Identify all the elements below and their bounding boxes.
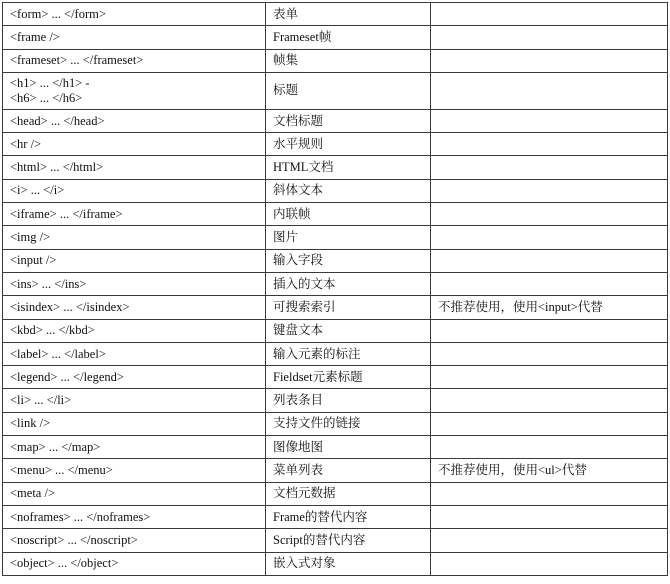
description-cell: 嵌入式对象 bbox=[266, 552, 431, 575]
note-cell bbox=[431, 109, 668, 132]
table-row bbox=[3, 272, 668, 295]
tag-syntax: <frameset> ... </frameset> bbox=[10, 53, 144, 68]
note-cell bbox=[431, 319, 668, 342]
table-row bbox=[3, 459, 668, 482]
table-row bbox=[3, 49, 668, 72]
tag-cell bbox=[3, 412, 266, 435]
description-cell: 内联帧 bbox=[266, 203, 431, 226]
tag-cell bbox=[3, 272, 266, 295]
tag-syntax: <h6> ... </h6> bbox=[10, 90, 83, 105]
description-cell: 标题 bbox=[266, 72, 431, 109]
tag-syntax: <form> ... </form> bbox=[10, 6, 106, 21]
description-cell: Frame的替代内容 bbox=[266, 505, 431, 528]
tag-syntax: <ins> ... </ins> bbox=[10, 276, 87, 291]
table-row bbox=[3, 109, 668, 132]
note-cell bbox=[431, 482, 668, 505]
tag-cell bbox=[3, 156, 266, 179]
tag-syntax: <object> ... </object> bbox=[10, 556, 119, 571]
note-cell bbox=[431, 226, 668, 249]
table-row bbox=[3, 3, 668, 26]
description-cell: 输入元素的标注 bbox=[266, 342, 431, 365]
tag-cell bbox=[3, 342, 266, 365]
tag-cell bbox=[3, 552, 266, 575]
tag-cell bbox=[3, 203, 266, 226]
note-cell bbox=[431, 72, 668, 109]
note-cell bbox=[431, 552, 668, 575]
tag-cell bbox=[3, 459, 266, 482]
table-row bbox=[3, 133, 668, 156]
tag-syntax: <frame /> bbox=[10, 29, 60, 44]
tag-cell bbox=[3, 249, 266, 272]
table-row bbox=[3, 366, 668, 389]
table-row bbox=[3, 179, 668, 202]
tag-cell bbox=[3, 529, 266, 552]
description-cell: 文档元数据 bbox=[266, 482, 431, 505]
table-row bbox=[3, 552, 668, 575]
table-row bbox=[3, 249, 668, 272]
tag-syntax: <iframe> ... </iframe> bbox=[10, 206, 123, 221]
table-row bbox=[3, 203, 668, 226]
description-cell: 图片 bbox=[266, 226, 431, 249]
note-cell bbox=[431, 26, 668, 49]
tag-syntax: <input /> bbox=[10, 253, 57, 268]
table-row bbox=[3, 26, 668, 49]
note-cell bbox=[431, 342, 668, 365]
tag-cell bbox=[3, 389, 266, 412]
note-cell bbox=[431, 3, 668, 26]
tag-syntax: <label> ... </label> bbox=[10, 346, 106, 361]
table-row bbox=[3, 412, 668, 435]
note-cell bbox=[431, 436, 668, 459]
table-body bbox=[3, 3, 668, 576]
note-cell bbox=[431, 179, 668, 202]
note-cell bbox=[431, 366, 668, 389]
tag-syntax: <h1> ... </h1> - bbox=[10, 75, 90, 90]
note-cell bbox=[431, 249, 668, 272]
tag-syntax: <li> ... </li> bbox=[10, 393, 72, 408]
tag-cell bbox=[3, 72, 266, 109]
tag-cell bbox=[3, 26, 266, 49]
tag-cell bbox=[3, 366, 266, 389]
table-row bbox=[3, 319, 668, 342]
description-cell: 输入字段 bbox=[266, 249, 431, 272]
note-cell bbox=[431, 389, 668, 412]
tag-syntax: <menu> ... </menu> bbox=[10, 462, 113, 477]
table-row bbox=[3, 529, 668, 552]
tag-cell bbox=[3, 49, 266, 72]
description-cell: 键盘文本 bbox=[266, 319, 431, 342]
note-cell bbox=[431, 203, 668, 226]
tag-cell bbox=[3, 109, 266, 132]
tag-syntax: <i> ... </i> bbox=[10, 183, 65, 198]
description-cell: Script的替代内容 bbox=[266, 529, 431, 552]
description-cell: 插入的文本 bbox=[266, 272, 431, 295]
tag-syntax: <noframes> ... </noframes> bbox=[10, 509, 151, 524]
tag-cell bbox=[3, 319, 266, 342]
tag-syntax: <html> ... </html> bbox=[10, 160, 104, 175]
note-cell bbox=[431, 49, 668, 72]
description-cell: 表单 bbox=[266, 3, 431, 26]
description-cell: 图像地图 bbox=[266, 436, 431, 459]
tag-cell bbox=[3, 482, 266, 505]
tag-syntax: <link /> bbox=[10, 416, 51, 431]
tag-syntax: <meta /> bbox=[10, 486, 55, 501]
note-cell bbox=[431, 505, 668, 528]
table-row bbox=[3, 296, 668, 319]
tag-cell bbox=[3, 3, 266, 26]
table-row bbox=[3, 436, 668, 459]
tag-syntax: <isindex> ... </isindex> bbox=[10, 299, 130, 314]
description-cell: 可搜索索引 bbox=[266, 296, 431, 319]
table-row bbox=[3, 226, 668, 249]
note-cell bbox=[431, 529, 668, 552]
html-tag-reference-table bbox=[2, 2, 668, 576]
tag-syntax: <img /> bbox=[10, 230, 51, 245]
tag-syntax: <map> ... </map> bbox=[10, 439, 101, 454]
note-cell: 不推荐使用，使用<ul>代替 bbox=[431, 459, 668, 482]
tag-syntax: <hr /> bbox=[10, 136, 42, 151]
table-row bbox=[3, 482, 668, 505]
note-cell bbox=[431, 133, 668, 156]
note-cell bbox=[431, 156, 668, 179]
tag-cell bbox=[3, 133, 266, 156]
note-cell: 不推荐使用，使用<input>代替 bbox=[431, 296, 668, 319]
note-cell bbox=[431, 412, 668, 435]
description-cell: Fieldset元素标题 bbox=[266, 366, 431, 389]
tag-syntax: <legend> ... </legend> bbox=[10, 369, 124, 384]
description-cell: 水平规则 bbox=[266, 133, 431, 156]
table-row bbox=[3, 72, 668, 109]
tag-syntax: <noscript> ... </noscript> bbox=[10, 532, 138, 547]
table-row bbox=[3, 389, 668, 412]
tag-cell bbox=[3, 226, 266, 249]
table-row bbox=[3, 342, 668, 365]
table-row bbox=[3, 156, 668, 179]
description-cell: 菜单列表 bbox=[266, 459, 431, 482]
description-cell: 文档标题 bbox=[266, 109, 431, 132]
description-cell: 帧集 bbox=[266, 49, 431, 72]
table-row bbox=[3, 505, 668, 528]
description-cell: 斜体文本 bbox=[266, 179, 431, 202]
description-cell: HTML文档 bbox=[266, 156, 431, 179]
tag-cell bbox=[3, 296, 266, 319]
description-cell: 支持文件的链接 bbox=[266, 412, 431, 435]
tag-syntax: <kbd> ... </kbd> bbox=[10, 323, 95, 338]
note-cell bbox=[431, 272, 668, 295]
tag-cell bbox=[3, 179, 266, 202]
tag-cell bbox=[3, 505, 266, 528]
description-cell: Frameset帧 bbox=[266, 26, 431, 49]
tag-cell bbox=[3, 436, 266, 459]
tag-syntax: <head> ... </head> bbox=[10, 113, 105, 128]
description-cell: 列表条目 bbox=[266, 389, 431, 412]
